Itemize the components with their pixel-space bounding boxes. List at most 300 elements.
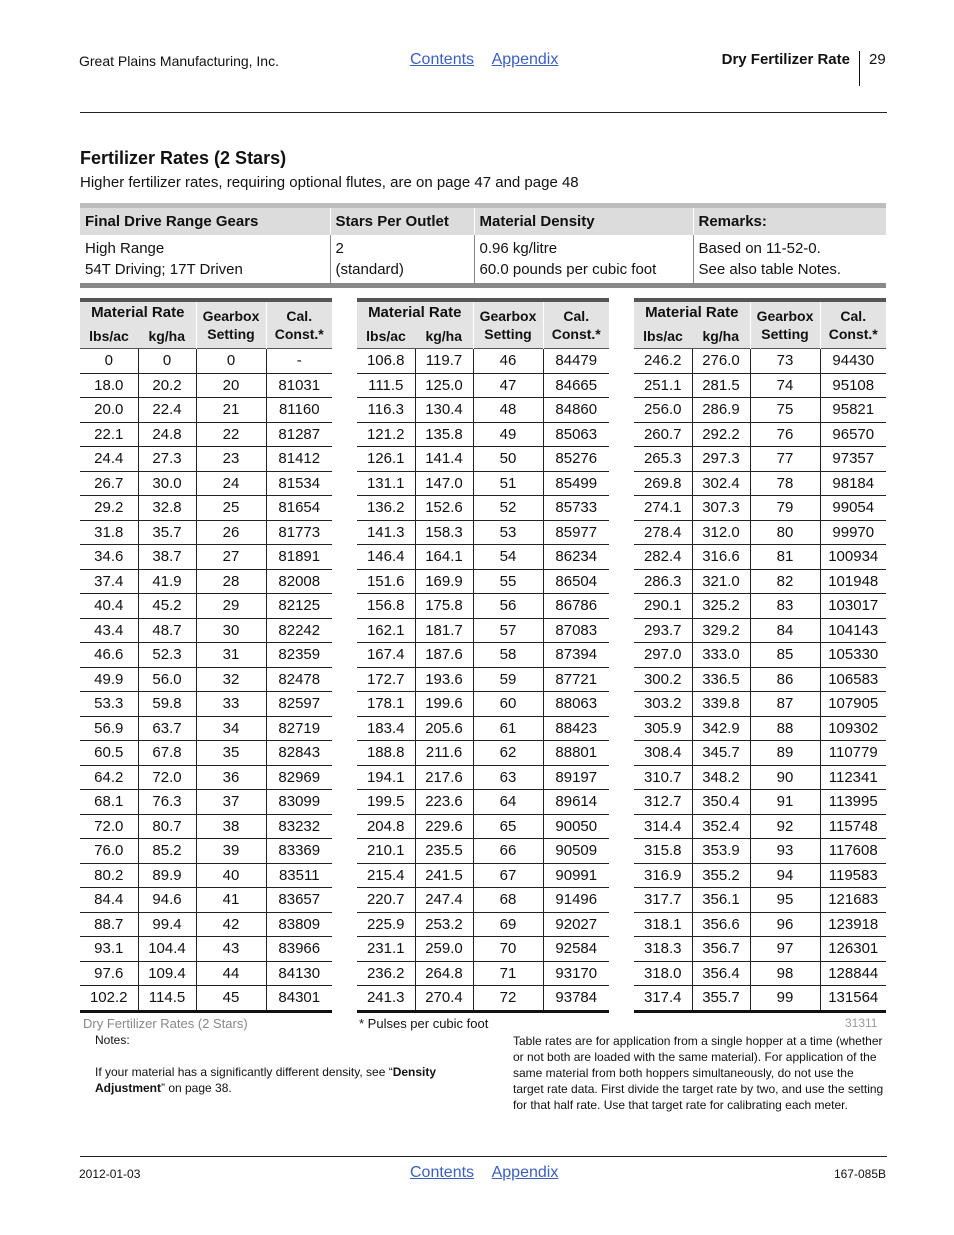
rate-kg-cell: 45.2 (138, 594, 196, 619)
table-row (80, 520, 332, 545)
gearbox-setting-cell: 46 (473, 349, 543, 374)
cal-const-cell: 81287 (266, 422, 332, 447)
gearbox-setting-cell: 50 (473, 447, 543, 472)
gearbox-setting-cell: 78 (750, 471, 820, 496)
cal-const-cell: 119583 (820, 863, 886, 888)
cal-const-cell: 107905 (820, 692, 886, 717)
info-line: 60.0 pounds per cubic foot (479, 261, 657, 278)
cal-const-cell: 92027 (543, 912, 609, 937)
cal-const-cell: 106583 (820, 667, 886, 692)
rate-kg-cell: 135.8 (415, 422, 473, 447)
rate-kg-cell: 259.0 (415, 937, 473, 962)
table-row (357, 716, 609, 741)
cal-const-cell: 84860 (543, 398, 609, 423)
header-line: Cal. (563, 308, 590, 324)
info-line: 0.96 kg/litre (479, 240, 558, 257)
rate-kg-cell: 147.0 (415, 471, 473, 496)
table-row (357, 839, 609, 864)
cal-const-cell: 82719 (266, 716, 332, 741)
table-row (634, 790, 886, 815)
footer-nav (410, 1164, 572, 1182)
cal-const-cell: 95108 (820, 373, 886, 398)
gearbox-setting-cell: 85 (750, 643, 820, 668)
rate-kg-cell: 158.3 (415, 520, 473, 545)
rate-kg-cell: 356.6 (692, 912, 750, 937)
cal-const-cell: 85276 (543, 447, 609, 472)
table-row (634, 471, 886, 496)
gearbox-setting-cell: 37 (196, 790, 266, 815)
cal-const-cell: 82359 (266, 643, 332, 668)
rate-kg-cell: 223.6 (415, 790, 473, 815)
table-row (634, 863, 886, 888)
rate-kg-cell: 321.0 (692, 569, 750, 594)
gearbox-setting-cell: 65 (473, 814, 543, 839)
gearbox-setting-cell: 82 (750, 569, 820, 594)
rate-lbs-cell: 76.0 (80, 839, 138, 864)
rate-kg-cell: 32.8 (138, 496, 196, 521)
gearbox-setting-cell: 57 (473, 618, 543, 643)
rate-lbs-cell: 282.4 (634, 545, 692, 570)
rate-header-row (357, 300, 609, 324)
cal-const-cell: 81031 (266, 373, 332, 398)
table-row (357, 398, 609, 423)
table-row (357, 618, 609, 643)
table-row (80, 790, 332, 815)
rate-kg-cell: 164.1 (415, 545, 473, 570)
rate-header-row (80, 300, 332, 324)
table-row (80, 667, 332, 692)
rate-kg-cell: 350.4 (692, 790, 750, 815)
rate-lbs-cell: 300.2 (634, 667, 692, 692)
section-title: Fertilizer Rates (2 Stars) (80, 148, 287, 168)
table-row (634, 986, 886, 1012)
rate-kg-cell: 307.3 (692, 496, 750, 521)
gearbox-setting-cell: 60 (473, 692, 543, 717)
rate-kg-cell: 104.4 (138, 937, 196, 962)
table-row (80, 814, 332, 839)
header-line: Cal. (286, 308, 313, 324)
rate-lbs-cell: 121.2 (357, 422, 415, 447)
info-cell-remarks (693, 235, 886, 286)
gearbox-setting-cell: 91 (750, 790, 820, 815)
rate-kg-cell: 99.4 (138, 912, 196, 937)
rate-kg-cell: 94.6 (138, 888, 196, 913)
rate-kg-cell: 59.8 (138, 692, 196, 717)
material-rate-header: Material Rate (357, 300, 473, 324)
rate-lbs-cell: 93.1 (80, 937, 138, 962)
rate-kg-cell: 253.2 (415, 912, 473, 937)
table-row (634, 741, 886, 766)
rate-kg-cell: 241.5 (415, 863, 473, 888)
header-appendix-link[interactable]: Appendix (491, 51, 559, 68)
rate-kg-cell: 356.1 (692, 888, 750, 913)
rate-lbs-cell: 305.9 (634, 716, 692, 741)
info-cell-stars (330, 235, 474, 286)
rate-kg-cell: 342.9 (692, 716, 750, 741)
gearbox-setting-cell: 54 (473, 545, 543, 570)
rate-kg-cell: 175.8 (415, 594, 473, 619)
cal-const-cell: 85063 (543, 422, 609, 447)
gearbox-setting-cell: 96 (750, 912, 820, 937)
table-row (357, 520, 609, 545)
table-row (634, 839, 886, 864)
gearbox-setting-cell: 30 (196, 618, 266, 643)
rate-kg-cell: 336.5 (692, 667, 750, 692)
rate-lbs-cell: 318.3 (634, 937, 692, 962)
cal-const-cell: 94430 (820, 349, 886, 374)
gearbox-setting-cell: 79 (750, 496, 820, 521)
rate-lbs-cell: 49.9 (80, 667, 138, 692)
info-cell-density (474, 235, 693, 286)
notes-label: Notes: (95, 1033, 130, 1047)
cal-const-cell: 81412 (266, 447, 332, 472)
rate-kg-cell: 217.6 (415, 765, 473, 790)
table-row (634, 545, 886, 570)
rate-lbs-cell: 312.7 (634, 790, 692, 815)
cal-const-cell: 115748 (820, 814, 886, 839)
rate-lbs-cell: 53.3 (80, 692, 138, 717)
table-row (634, 814, 886, 839)
info-header-cell: Final Drive Range Gears (80, 206, 330, 236)
cal-const-cell: 126301 (820, 937, 886, 962)
header-line: Gearbox (756, 308, 814, 324)
cal-const-cell: 93784 (543, 986, 609, 1012)
gearbox-setting-cell: 93 (750, 839, 820, 864)
gearbox-setting-cell: 22 (196, 422, 266, 447)
gearbox-setting-cell: 72 (473, 986, 543, 1012)
footer-date: 2012-01-03 (79, 1167, 141, 1181)
rate-kg-cell: 356.4 (692, 961, 750, 986)
header-nav (410, 51, 572, 69)
gearbox-setting-cell: 86 (750, 667, 820, 692)
cal-const-cell: 82008 (266, 569, 332, 594)
rate-lbs-cell: 26.7 (80, 471, 138, 496)
table-row (357, 349, 609, 374)
rate-kg-cell: 63.7 (138, 716, 196, 741)
gearbox-setting-cell: 70 (473, 937, 543, 962)
rate-lbs-cell: 246.2 (634, 349, 692, 374)
cal-const-cell: 83369 (266, 839, 332, 864)
cal-const-cell: 87721 (543, 667, 609, 692)
rate-kg-cell: 325.2 (692, 594, 750, 619)
rate-lbs-cell: 225.9 (357, 912, 415, 937)
cal-const-header (820, 300, 886, 349)
rate-lbs-cell: 151.6 (357, 569, 415, 594)
rate-kg-cell: 80.7 (138, 814, 196, 839)
rate-kg-cell: 85.2 (138, 839, 196, 864)
rate-lbs-cell: 260.7 (634, 422, 692, 447)
gearbox-setting-cell: 94 (750, 863, 820, 888)
cal-const-header (266, 300, 332, 349)
rate-kg-cell: 48.7 (138, 618, 196, 643)
cal-const-cell: 88801 (543, 741, 609, 766)
gearbox-setting-cell: 99 (750, 986, 820, 1012)
rate-lbs-cell: 194.1 (357, 765, 415, 790)
rate-kg-cell: 35.7 (138, 520, 196, 545)
cal-const-cell: 110779 (820, 741, 886, 766)
table-row (80, 447, 332, 472)
cal-const-cell: 86504 (543, 569, 609, 594)
cal-const-cell: 89614 (543, 790, 609, 815)
rate-lbs-cell: 102.2 (80, 986, 138, 1012)
lbs-per-acre-header: lbs/ac (80, 324, 138, 349)
cal-const-cell: 128844 (820, 961, 886, 986)
rate-kg-cell: 125.0 (415, 373, 473, 398)
footer-appendix-link[interactable]: Appendix (491, 1164, 559, 1181)
gearbox-setting-cell: 53 (473, 520, 543, 545)
section-subtitle: Higher fertilizer rates, requiring optional flutes, are on page 47 and page 48 (80, 174, 579, 191)
rate-kg-cell: 353.9 (692, 839, 750, 864)
rate-lbs-cell: 183.4 (357, 716, 415, 741)
header-line: Const.* (551, 326, 601, 342)
rate-kg-cell: 316.6 (692, 545, 750, 570)
rate-kg-cell: 119.7 (415, 349, 473, 374)
gearbox-setting-cell: 32 (196, 667, 266, 692)
table-row (634, 667, 886, 692)
cal-const-cell: 83099 (266, 790, 332, 815)
rate-kg-cell: 229.6 (415, 814, 473, 839)
gearbox-setting-cell: 44 (196, 961, 266, 986)
gearbox-setting-cell: 49 (473, 422, 543, 447)
rate-lbs-cell: 22.1 (80, 422, 138, 447)
cal-const-cell: 90509 (543, 839, 609, 864)
gearbox-setting-cell: 28 (196, 569, 266, 594)
footer-contents-link[interactable]: Contents (410, 1164, 475, 1181)
rate-kg-cell: 27.3 (138, 447, 196, 472)
rate-lbs-cell: 241.3 (357, 986, 415, 1012)
rate-lbs-cell: 204.8 (357, 814, 415, 839)
gearbox-setting-cell: 80 (750, 520, 820, 545)
rate-lbs-cell: 106.8 (357, 349, 415, 374)
rate-lbs-cell: 29.2 (80, 496, 138, 521)
rate-lbs-cell: 116.3 (357, 398, 415, 423)
material-rate-header: Material Rate (634, 300, 750, 324)
rate-lbs-cell: 131.1 (357, 471, 415, 496)
rate-lbs-cell: 40.4 (80, 594, 138, 619)
rate-lbs-cell: 156.8 (357, 594, 415, 619)
gearbox-setting-cell: 35 (196, 741, 266, 766)
rate-kg-cell: 22.4 (138, 398, 196, 423)
gearbox-setting-cell: 88 (750, 716, 820, 741)
rate-lbs-cell: 251.1 (634, 373, 692, 398)
gearbox-setting-cell: 43 (196, 937, 266, 962)
rate-lbs-cell: 310.7 (634, 765, 692, 790)
table-row (80, 594, 332, 619)
rate-lbs-cell: 64.2 (80, 765, 138, 790)
cal-const-cell: 105330 (820, 643, 886, 668)
info-header-cell: Material Density (474, 206, 693, 236)
gearbox-setting-cell: 39 (196, 839, 266, 864)
table-row (634, 618, 886, 643)
gearbox-setting-cell: 29 (196, 594, 266, 619)
cal-const-cell: 89197 (543, 765, 609, 790)
rate-lbs-cell: 72.0 (80, 814, 138, 839)
rate-kg-cell: 30.0 (138, 471, 196, 496)
rate-kg-cell: 205.6 (415, 716, 473, 741)
cal-const-cell: 98184 (820, 471, 886, 496)
cal-const-cell: 99054 (820, 496, 886, 521)
table-row (80, 398, 332, 423)
table-row (80, 888, 332, 913)
cal-const-cell: 87083 (543, 618, 609, 643)
table-row (357, 373, 609, 398)
gearbox-setting-cell: 38 (196, 814, 266, 839)
rate-lbs-cell: 37.4 (80, 569, 138, 594)
density-adjustment-reference: Density Adjustment (95, 1065, 437, 1095)
cal-const-cell: 123918 (820, 912, 886, 937)
rate-lbs-cell: 231.1 (357, 937, 415, 962)
rate-lbs-cell: 20.0 (80, 398, 138, 423)
rate-lbs-cell: 162.1 (357, 618, 415, 643)
cal-const-cell: 85733 (543, 496, 609, 521)
gearbox-setting-cell: 51 (473, 471, 543, 496)
table-row (80, 716, 332, 741)
gearbox-setting-cell: 98 (750, 961, 820, 986)
rate-kg-cell: 312.0 (692, 520, 750, 545)
gearbox-setting-cell: 66 (473, 839, 543, 864)
table-row (357, 692, 609, 717)
rate-kg-cell: 270.4 (415, 986, 473, 1012)
gearbox-setting-cell: 63 (473, 765, 543, 790)
figure-caption: Dry Fertilizer Rates (2 Stars) (83, 1016, 248, 1031)
rate-lbs-cell: 308.4 (634, 741, 692, 766)
rate-kg-cell: 187.6 (415, 643, 473, 668)
rate-kg-cell: 356.7 (692, 937, 750, 962)
rate-table-3 (634, 298, 886, 1013)
cal-const-cell: 131564 (820, 986, 886, 1012)
table-row (80, 937, 332, 962)
gearbox-setting-cell: 21 (196, 398, 266, 423)
cal-const-cell: 82242 (266, 618, 332, 643)
gearbox-setting-cell: 56 (473, 594, 543, 619)
info-data-row (80, 235, 886, 286)
table-row (634, 716, 886, 741)
rate-table-2 (357, 298, 609, 1013)
rate-kg-cell: 352.4 (692, 814, 750, 839)
gearbox-setting-cell: 67 (473, 863, 543, 888)
table-row (357, 961, 609, 986)
material-rate-header: Material Rate (80, 300, 196, 324)
table-row (357, 888, 609, 913)
rate-lbs-cell: 318.0 (634, 961, 692, 986)
table-row (634, 937, 886, 962)
rate-table-1 (80, 298, 332, 1013)
table-row (357, 937, 609, 962)
table-row (357, 912, 609, 937)
cal-const-cell: 113995 (820, 790, 886, 815)
cal-const-cell: - (266, 349, 332, 374)
rate-lbs-cell: 317.7 (634, 888, 692, 913)
table-row (80, 692, 332, 717)
cal-const-cell: 84479 (543, 349, 609, 374)
gearbox-setting-cell: 95 (750, 888, 820, 913)
table-row (634, 961, 886, 986)
rate-lbs-cell: 136.2 (357, 496, 415, 521)
rate-kg-cell: 169.9 (415, 569, 473, 594)
info-line: Based on 11-52-0. (698, 240, 821, 257)
header-line: Const.* (274, 326, 324, 342)
rate-kg-cell: 333.0 (692, 643, 750, 668)
gearbox-setting-cell: 73 (750, 349, 820, 374)
rate-lbs-cell: 256.0 (634, 398, 692, 423)
gearbox-setting-cell: 68 (473, 888, 543, 913)
table-row (80, 765, 332, 790)
table-row (634, 594, 886, 619)
rate-kg-cell: 0 (138, 349, 196, 374)
cal-const-cell: 97357 (820, 447, 886, 472)
rate-kg-cell: 276.0 (692, 349, 750, 374)
info-header-row (80, 206, 886, 236)
rate-lbs-cell: 84.4 (80, 888, 138, 913)
table-row (634, 496, 886, 521)
table-row (634, 888, 886, 913)
cal-const-cell: 83966 (266, 937, 332, 962)
table-row (80, 986, 332, 1012)
gearbox-setting-cell: 27 (196, 545, 266, 570)
gearbox-setting-cell: 26 (196, 520, 266, 545)
rate-header-row (634, 300, 886, 324)
rate-kg-cell: 130.4 (415, 398, 473, 423)
cal-const-cell: 82843 (266, 741, 332, 766)
info-line: High Range (85, 240, 165, 257)
gearbox-setting-cell: 97 (750, 937, 820, 962)
table-row (80, 545, 332, 570)
rate-kg-cell: 72.0 (138, 765, 196, 790)
cal-const-cell: 90050 (543, 814, 609, 839)
info-line: See also table Notes. (698, 261, 842, 278)
rate-kg-cell: 235.5 (415, 839, 473, 864)
rate-kg-cell: 199.6 (415, 692, 473, 717)
cal-const-cell: 121683 (820, 888, 886, 913)
cal-const-cell: 84130 (266, 961, 332, 986)
header-line: Const.* (828, 326, 878, 342)
cal-const-cell: 86234 (543, 545, 609, 570)
running-section-title: Dry Fertilizer Rate (721, 51, 850, 68)
table-row (634, 349, 886, 374)
gearbox-setting-cell: 92 (750, 814, 820, 839)
cal-const-cell: 86786 (543, 594, 609, 619)
rate-lbs-cell: 88.7 (80, 912, 138, 937)
cal-const-cell: 117608 (820, 839, 886, 864)
cal-const-cell: 82969 (266, 765, 332, 790)
rate-lbs-cell: 126.1 (357, 447, 415, 472)
rate-lbs-cell: 199.5 (357, 790, 415, 815)
rate-lbs-cell: 172.7 (357, 667, 415, 692)
rate-kg-cell: 20.2 (138, 373, 196, 398)
table-row (634, 569, 886, 594)
cal-const-cell: 84301 (266, 986, 332, 1012)
rate-kg-cell: 193.6 (415, 667, 473, 692)
cal-const-cell: 87394 (543, 643, 609, 668)
gearbox-setting-cell: 47 (473, 373, 543, 398)
info-line: (standard) (335, 261, 404, 278)
header-contents-link[interactable]: Contents (410, 51, 475, 68)
rate-lbs-cell: 31.8 (80, 520, 138, 545)
gearbox-setting-cell: 52 (473, 496, 543, 521)
table-row (357, 569, 609, 594)
gearbox-setting-cell: 33 (196, 692, 266, 717)
gearbox-setting-cell: 62 (473, 741, 543, 766)
rate-kg-cell: 76.3 (138, 790, 196, 815)
table-row (357, 594, 609, 619)
rate-kg-cell: 247.4 (415, 888, 473, 913)
gearbox-setting-cell: 89 (750, 741, 820, 766)
cal-const-cell: 93170 (543, 961, 609, 986)
table-row (634, 520, 886, 545)
rate-kg-cell: 181.7 (415, 618, 473, 643)
rate-kg-cell: 339.8 (692, 692, 750, 717)
cal-const-cell: 84665 (543, 373, 609, 398)
